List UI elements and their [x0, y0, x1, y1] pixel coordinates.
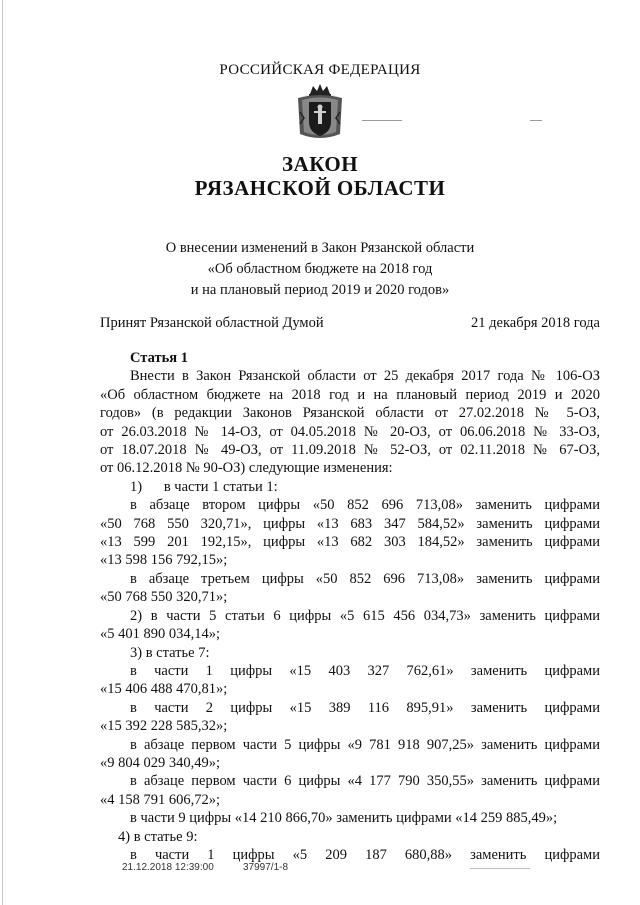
scan-artifact-line: [470, 868, 530, 869]
article-body: [100, 349, 600, 864]
body-line: 2) в части 5 статьи 6 цифры «5 615 456 034,73» заменить цифрами: [130, 607, 600, 624]
law-title-line2: РЯЗАНСКОЙ ОБЛАСТИ: [194, 176, 446, 200]
scan-artifact-line: [362, 120, 402, 121]
body-line: в абзаце первом части 6 цифры «4 177 790 350,55» заменить цифрами: [130, 773, 600, 790]
scan-artifact-line: [530, 120, 542, 121]
body-line: «13 599 201 192,15», цифры «13 682 303 184,52» заменить цифрами: [100, 534, 600, 551]
body-line: в части 9 цифры «14 210 866,70» заменить цифрами «14 259 885,49»;: [130, 810, 558, 827]
subject-line: О внесении изменений в Закон Рязанской области: [165, 240, 475, 256]
body-line: Внести в Закон Рязанской области от 25 декабря 2017 года № 106-ОЗ: [130, 368, 600, 385]
body-line: от 18.07.2018 № 49-ОЗ, от 11.09.2018 № 52-ОЗ, от 02.11.2018 № 67-ОЗ,: [100, 442, 600, 459]
body-line: «9 804 029 340,49»;: [100, 754, 221, 771]
body-line: «13 598 156 792,15»;: [100, 552, 228, 569]
law-subject: [0, 238, 640, 301]
subject-line: и на плановый период 2019 и 2020 годов»: [190, 282, 450, 298]
subject-line: «Об областном бюджете на 2018 год: [207, 261, 433, 277]
body-line: «5 401 890 034,14»;: [100, 626, 221, 643]
body-line: 3) в статье 7:: [130, 644, 210, 661]
body-line: в части 1 цифры «15 403 327 762,61» заменить цифрами: [130, 662, 600, 679]
coat-of-arms-icon: [294, 82, 346, 144]
body-line: 1) в части 1 статьи 1:: [130, 478, 278, 495]
adopted-by: Принят Рязанской областной Думой: [100, 315, 324, 331]
body-line: в абзаце первом части 5 цифры «9 781 918 907,25» заменить цифрами: [130, 736, 600, 753]
article-heading: Статья 1: [130, 350, 188, 366]
footer-timestamp: 21.12.2018 12:39:00: [122, 862, 214, 873]
body-line: 4) в статье 9:: [118, 828, 198, 845]
country-name: РОССИЙСКАЯ ФЕДЕРАЦИЯ: [219, 62, 421, 78]
body-line: в части 1 цифры «5 209 187 680,88» заменить цифрами: [130, 846, 600, 863]
body-line: годов» (в редакции Законов Рязанской области от 27.02.2018 № 5-ОЗ,: [100, 405, 600, 422]
body-line: в абзаце третьем цифры «50 852 696 713,08» заменить цифрами: [130, 570, 600, 587]
adoption-date: 21 декабря 2018 года: [471, 315, 600, 331]
body-line: «4 158 791 606,72»;: [100, 791, 221, 808]
body-line: от 06.12.2018 № 90-ОЗ) следующие изменения:: [100, 460, 393, 477]
body-line: от 26.03.2018 № 14-ОЗ, от 04.05.2018 № 20-ОЗ, от 06.06.2018 № 33-ОЗ,: [100, 423, 600, 440]
scan-edge-line: [2, 0, 3, 905]
body-line: в части 2 цифры «15 389 116 895,91» заменить цифрами: [130, 699, 600, 716]
footer-doc-number: 37997/1-8: [243, 862, 289, 873]
body-line: «15 392 228 585,32»;: [100, 718, 228, 735]
body-line: «50 768 550 320,71»;: [100, 589, 228, 606]
body-line: «Об областном бюджете на 2018 год и на плановый период 2019 и 2020: [100, 386, 600, 403]
body-line: в абзаце втором цифры «50 852 696 713,08» заменить цифрами: [130, 497, 600, 514]
law-title-line1: ЗАКОН: [281, 152, 359, 176]
body-line: «50 768 550 320,71», цифры «13 683 347 584,52» заменить цифрами: [100, 515, 600, 532]
body-line: «15 406 488 470,81»;: [100, 681, 228, 698]
adoption-line: [100, 315, 600, 332]
